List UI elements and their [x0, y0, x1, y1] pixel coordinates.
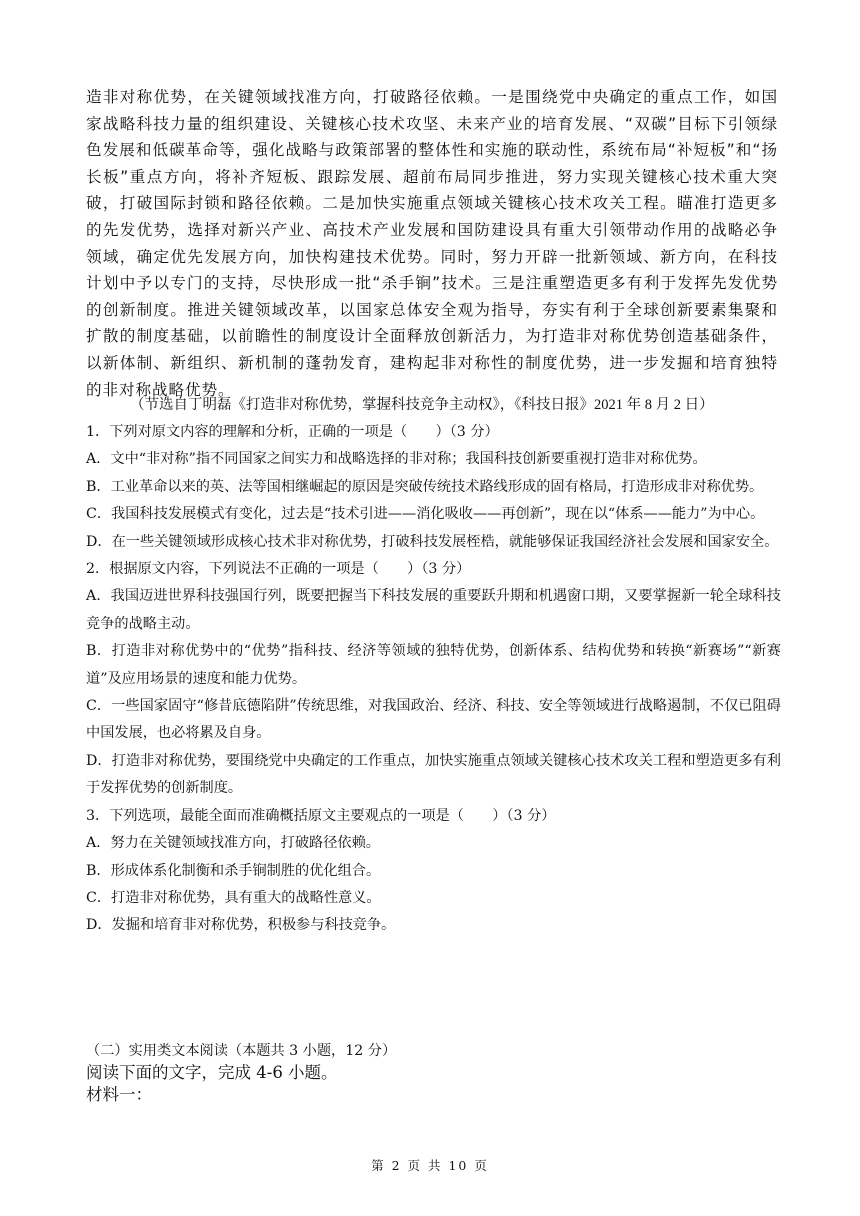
- passage-paragraph: 造非对称优势，在关键领域找准方向，打破路径依赖。一是围绕党中央确定的重点工作，如国家战略科技力量的组织建设、关键核心技术攻坚、未来产业的培育发展、“双碳”目标下引领绿色发展和低碳革命等，强化战略与政策部署的整体性和实施的联动性，系统布局“补短板”和“扬长板”重点方向，将补齐短板、跟踪发展、超前布局同步推进，努力实现关键核心技术重大突破，打破国际封锁和路径依赖。二是加快实施重点领域关键核心技术攻关工程。瞄准打造更多的先发优势，选择对新兴产业、高技术产业发展和国防建设具有重大引领带动作用的战略必争领域，确定优先发展方向，加快构建技术优势。同时，努力开辟一批新领域、新方向，在科技计划中予以专门的支持，尽快形成一批“杀手锏”技术。三是注重塑造更多有利于发挥先发优势的创新制度。推进关键领域改革，以国家总体安全观为指导，夯实有利于全球创新要素集聚和扩散的制度基础，以前瞻性的制度设计全面释放创新活力，为打造非对称优势创造基础条件，以新体制、新组织、新机制的蓬勃发育，建构起非对称性的制度优势，进一步发掘和培育独特的非对称战略优势。: [86, 88, 778, 399]
- question-3-stem: 3．下列选项，最能全面而准确概括原文主要观点的一项是（ ）（3 分）: [86, 807, 556, 824]
- reading-instruction: 阅读下面的文字，完成 4-6 小题。: [86, 1063, 338, 1082]
- page-footer: 第 2 页 共 10 页: [371, 1158, 489, 1173]
- question-3-option-a: A．努力在关键领域找准方向，打破路径依赖。: [86, 835, 380, 852]
- question-1-stem: 1．下列对原文内容的理解和分析，正确的一项是（ ）（3 分）: [86, 424, 499, 440]
- question-2-stem: 2．根据原文内容，下列说法不正确的一项是（ ）（3 分）: [86, 561, 471, 578]
- question-2-option-b: B．打造非对称优势中的“优势”指科技、经济等领域的独特优势，创新体系、结构优势和转换“新赛场”“新赛道”及应用场景的速度和能力优势。: [86, 643, 781, 687]
- question-2-option-d: D．打造非对称优势，要围绕党中央确定的工作重点，加快实施重点领域关键核心技术攻关工程和塑造更多有利于发挥优势的创新制度。: [86, 752, 781, 797]
- question-1: [86, 419, 781, 556]
- source-citation: （节选自丁明磊《打造非对称优势，掌握科技竞争主动权》，《科技日报》2021 年 8 月 2 日）: [130, 397, 714, 413]
- questions-block: [86, 419, 781, 940]
- question-2-option-a: A．我国迈进世界科技强国行列，既要把握当下科技发展的重要跃升期和机遇窗口期，又要掌握新一轮全球科技竞争的战略主动。: [86, 588, 781, 632]
- question-1-option-a: A．文中“非对称”指不同国家之间实力和战略选择的非对称；我国科技创新要重视打造非对称优势。: [86, 451, 707, 468]
- question-1-option-c: C．我国科技发展模式有变化，过去是“技术引进——消化吸收——再创新”，现在以“体系——能力”为中心。: [86, 506, 765, 523]
- question-2: [86, 556, 781, 803]
- question-3: [86, 803, 781, 940]
- section-heading: （二）实用类文本阅读（本题共 3 小题，12 分）: [86, 1043, 397, 1059]
- question-1-option-d: D．在一些关键领域形成核心技术非对称优势，打破科技发展桎梏，就能够保证我国经济社会发展和国家安全。: [86, 533, 779, 550]
- question-2-option-c: C．一些国家固守“修昔底德陷阱”传统思维，对我国政治、经济、科技、安全等领域进行战略遏制，不仅已阻碍中国发展，也必将累及自身。: [86, 698, 781, 742]
- question-3-option-d: D．发掘和培育非对称优势，积极参与科技竞争。: [86, 917, 396, 934]
- question-1-option-b: B．工业革命以来的英、法等国相继崛起的原因是突破传统技术路线形成的固有格局，打造形成非对称优势。: [86, 478, 764, 495]
- material-label: 材料一：: [86, 1085, 152, 1104]
- question-3-option-b: B．形成体系化制衡和杀手锏制胜的优化组合。: [86, 862, 381, 879]
- question-3-option-c: C．打造非对称优势，具有重大的战略性意义。: [86, 889, 381, 906]
